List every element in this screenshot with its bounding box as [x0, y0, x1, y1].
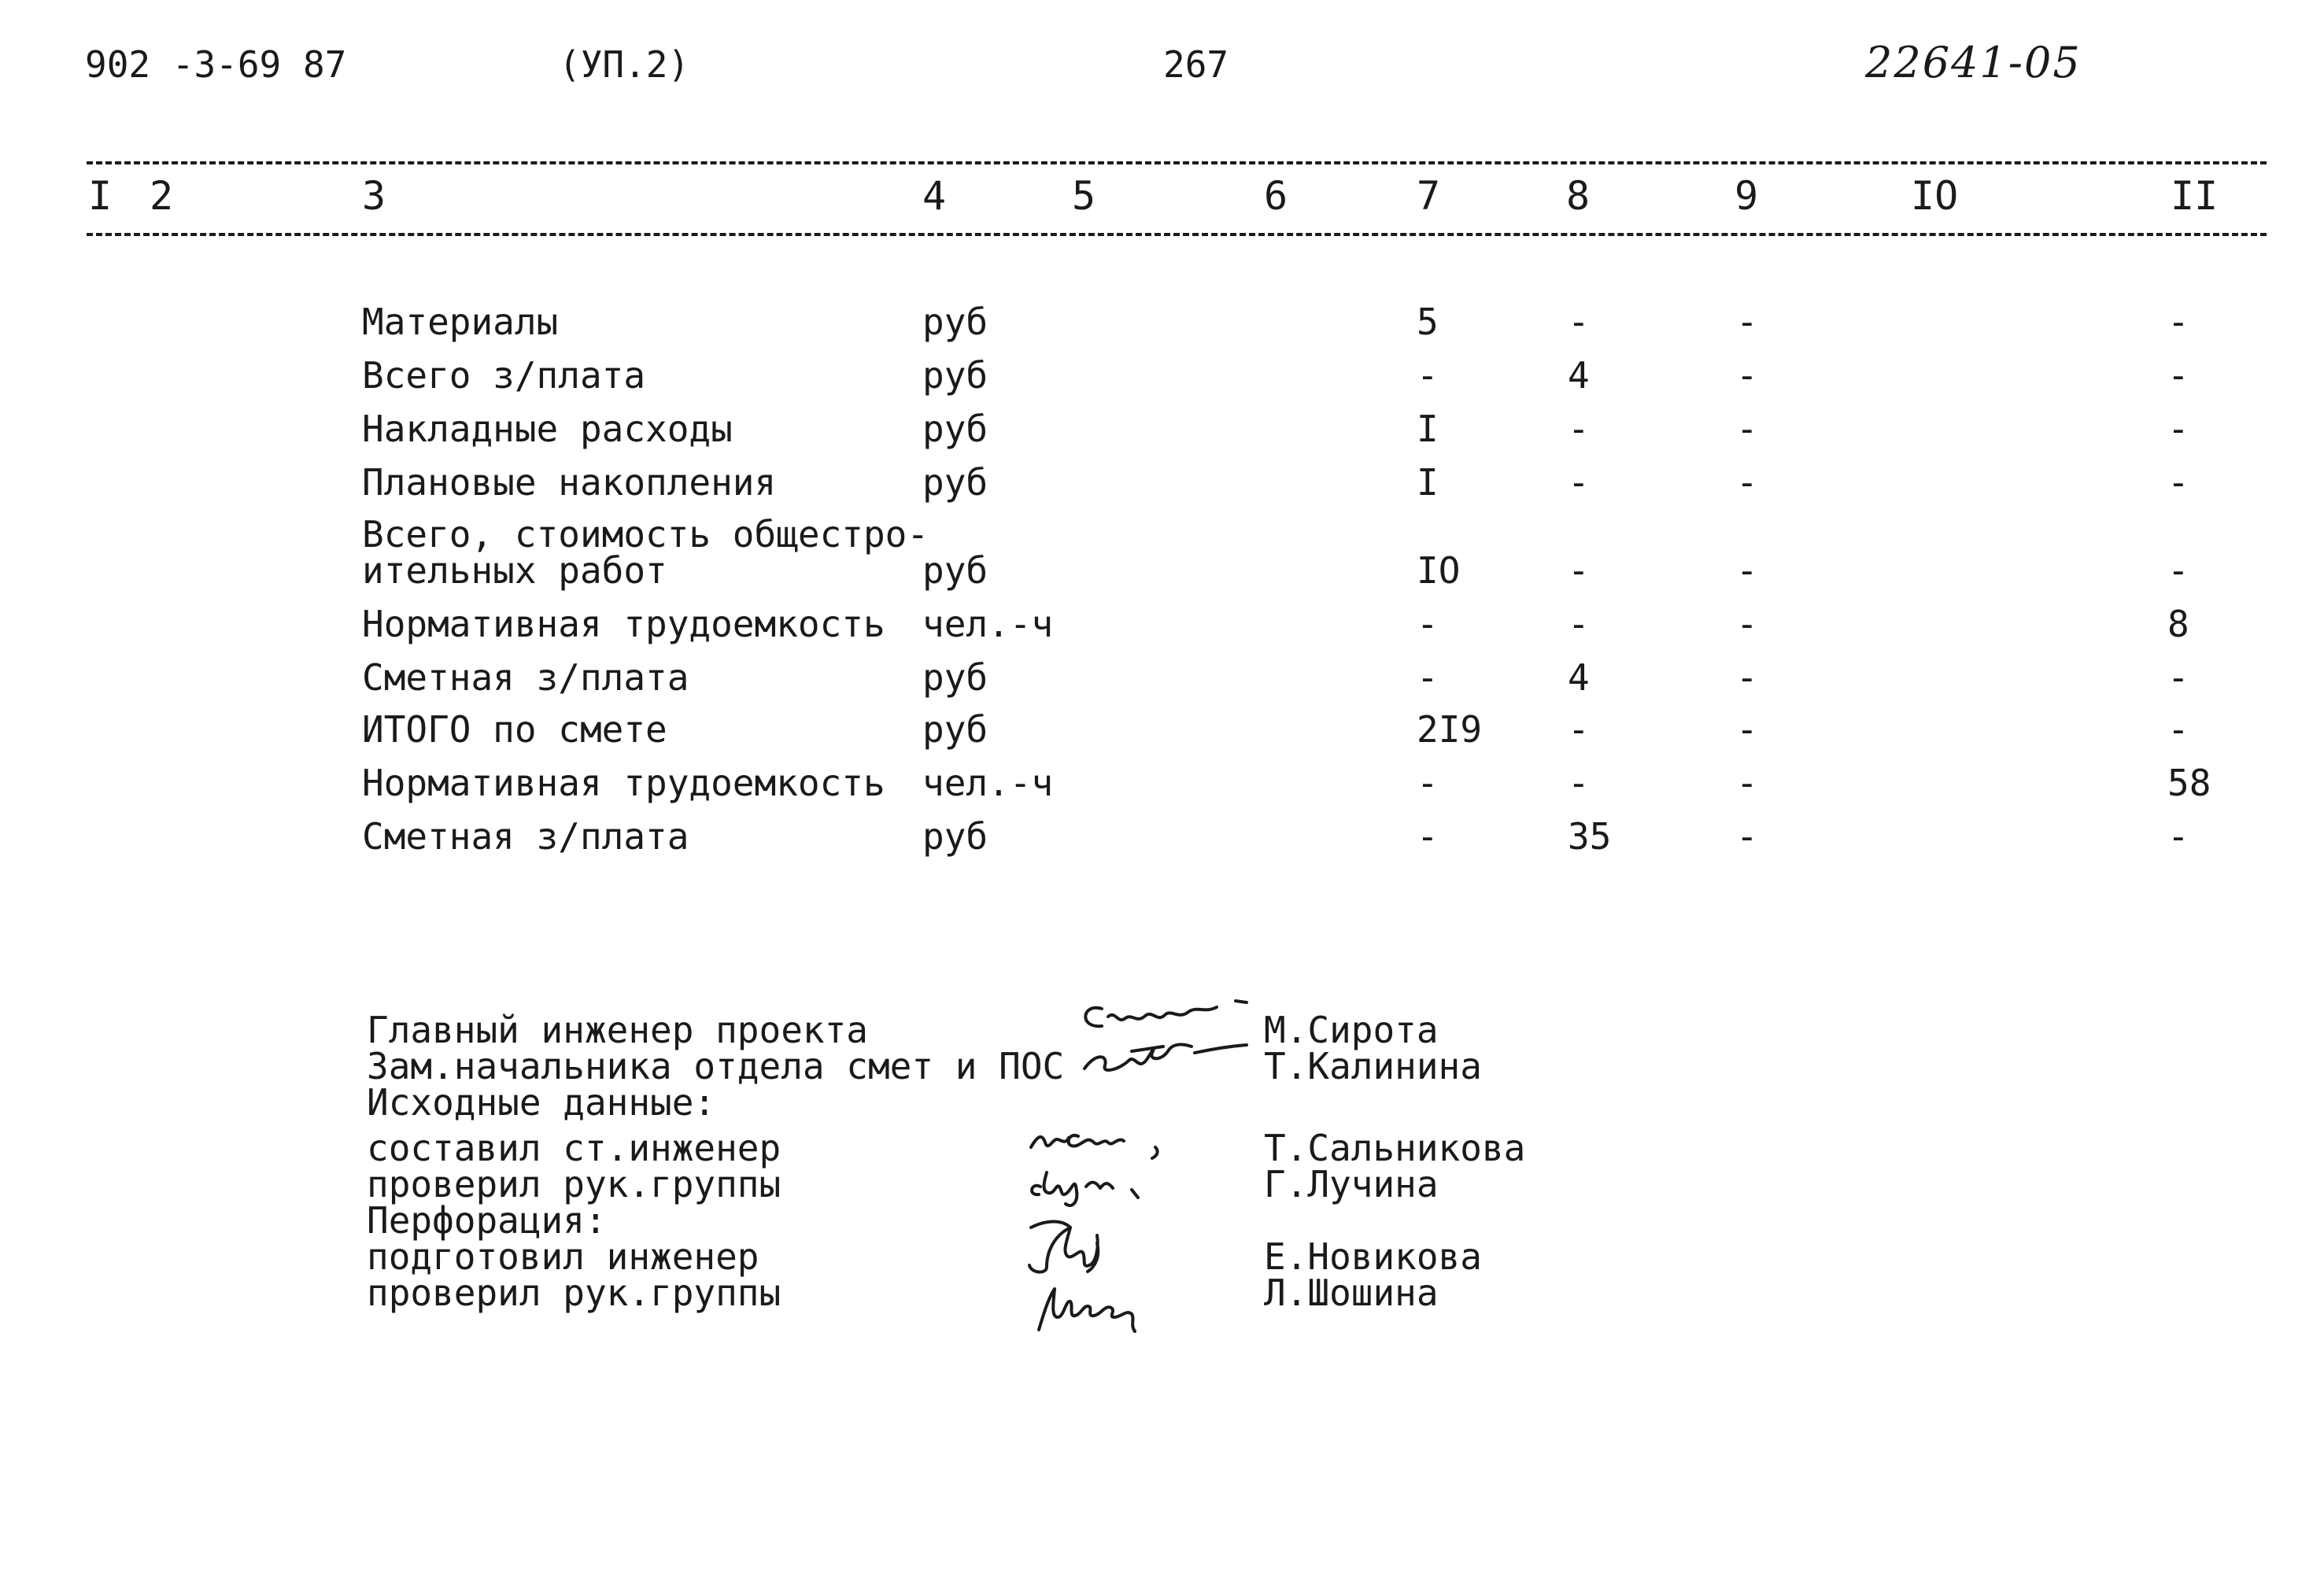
col-2: 2	[150, 173, 174, 219]
row-col8: -	[1568, 549, 1590, 592]
row-col9: -	[1736, 549, 1758, 592]
row-col9: -	[1736, 815, 1758, 858]
row-col7: -	[1417, 815, 1439, 858]
row-unit: руб	[922, 461, 988, 504]
row-name: Нормативная трудоемкость	[362, 603, 885, 645]
checked2-signature	[1015, 1267, 1188, 1346]
col-7: 7	[1417, 173, 1441, 219]
album-label: (УП.2)	[559, 43, 690, 86]
row-col11: -	[2167, 708, 2189, 751]
col-6: 6	[1264, 173, 1288, 219]
row-name: Сметная з/плата	[362, 656, 689, 699]
row-col9: -	[1736, 762, 1758, 804]
row-unit: чел.-ч	[922, 762, 1054, 804]
prepared-label: подготовил инженер	[367, 1235, 759, 1278]
checked1-name: Г.Лучина	[1264, 1163, 1439, 1205]
col-11: II	[2171, 173, 2219, 219]
row-unit: руб	[922, 301, 988, 343]
header-top-rule	[87, 161, 2267, 164]
row-col9: -	[1736, 461, 1758, 504]
row-unit: руб	[922, 656, 988, 699]
col-10: IO	[1911, 173, 1959, 219]
row-name: Всего з/плата	[362, 354, 646, 397]
row-col11: 8	[2167, 603, 2189, 645]
row-name: Накладные расходы	[362, 408, 733, 450]
row-col11: -	[2167, 461, 2189, 504]
row-col7: -	[1417, 762, 1439, 804]
row-col7: -	[1417, 354, 1439, 397]
row-col9: -	[1736, 708, 1758, 751]
inventory-number: 22641-05	[1865, 38, 2082, 87]
col-5: 5	[1072, 173, 1096, 219]
row-col9: -	[1736, 603, 1758, 645]
row-name: ИТОГО по смете	[362, 708, 667, 751]
row-col7: I	[1417, 461, 1439, 504]
page-number: 267	[1163, 43, 1229, 86]
row-col7: 2I9	[1417, 708, 1483, 751]
row-name: Сметная з/плата	[362, 815, 689, 858]
col-1: I	[88, 173, 113, 219]
row-unit: руб	[922, 708, 988, 751]
row-col8: -	[1568, 762, 1590, 804]
col-4: 4	[922, 173, 947, 219]
chief-engineer-label: Главный инженер проекта	[367, 1009, 868, 1051]
row-col7: -	[1417, 656, 1439, 699]
col-9: 9	[1735, 173, 1759, 219]
row-name: Материалы	[362, 301, 559, 343]
row-name: Нормативная трудоемкость	[362, 762, 885, 804]
row-name: Плановые накопления	[362, 461, 777, 504]
chief-engineer-name: М.Сирота	[1264, 1009, 1439, 1051]
row-col11: -	[2167, 301, 2189, 343]
row-col8: -	[1568, 708, 1590, 751]
row-unit: руб	[922, 549, 988, 592]
row-col11: -	[2167, 656, 2189, 699]
row-col8: 4	[1568, 656, 1590, 699]
row-col11: -	[2167, 408, 2189, 450]
deputy-name: Т.Калинина	[1264, 1045, 1482, 1087]
perforation-label: Перфорация:	[367, 1199, 607, 1242]
header-bottom-rule	[87, 233, 2267, 236]
deputy-signature	[1077, 1037, 1265, 1084]
doc-code: 902 -3-69 87	[85, 43, 347, 86]
checked2-name: Л.Шошина	[1264, 1272, 1439, 1314]
row-col7: -	[1417, 603, 1439, 645]
row-col9: -	[1736, 301, 1758, 343]
row-col11: -	[2167, 815, 2189, 858]
deputy-label: Зам.начальника отдела смет и ПОС	[367, 1045, 1065, 1087]
col-8: 8	[1566, 173, 1591, 219]
compiled-label: составил ст.инженер	[367, 1127, 781, 1169]
row-unit: руб	[922, 354, 988, 397]
row-unit: руб	[922, 408, 988, 450]
checked1-label: проверил рук.группы	[367, 1163, 781, 1205]
row-col7: I	[1417, 408, 1439, 450]
row-col11: -	[2167, 354, 2189, 397]
row-name: Всего, стоимость общестро-	[362, 513, 929, 556]
row-col8: 4	[1568, 354, 1590, 397]
row-name-continued: ительных работ	[362, 549, 667, 592]
row-col8: -	[1568, 408, 1590, 450]
col-3: 3	[362, 173, 386, 219]
row-col8: -	[1568, 461, 1590, 504]
row-col8: 35	[1568, 815, 1612, 858]
row-col7: 5	[1417, 301, 1439, 343]
row-col8: -	[1568, 603, 1590, 645]
row-col7: IO	[1417, 549, 1461, 592]
row-col11: 58	[2167, 762, 2211, 804]
row-col8: -	[1568, 301, 1590, 343]
row-unit: руб	[922, 815, 988, 858]
row-col9: -	[1736, 656, 1758, 699]
prepared-name: Е.Новикова	[1264, 1235, 1482, 1278]
row-col9: -	[1736, 354, 1758, 397]
row-col11: -	[2167, 549, 2189, 592]
checked1-signature	[1023, 1155, 1212, 1210]
row-col9: -	[1736, 408, 1758, 450]
row-unit: чел.-ч	[922, 603, 1054, 645]
source-data-label: Исходные данные:	[367, 1081, 716, 1124]
compiled-name: Т.Сальникова	[1264, 1127, 1526, 1169]
checked2-label: проверил рук.группы	[367, 1272, 781, 1314]
